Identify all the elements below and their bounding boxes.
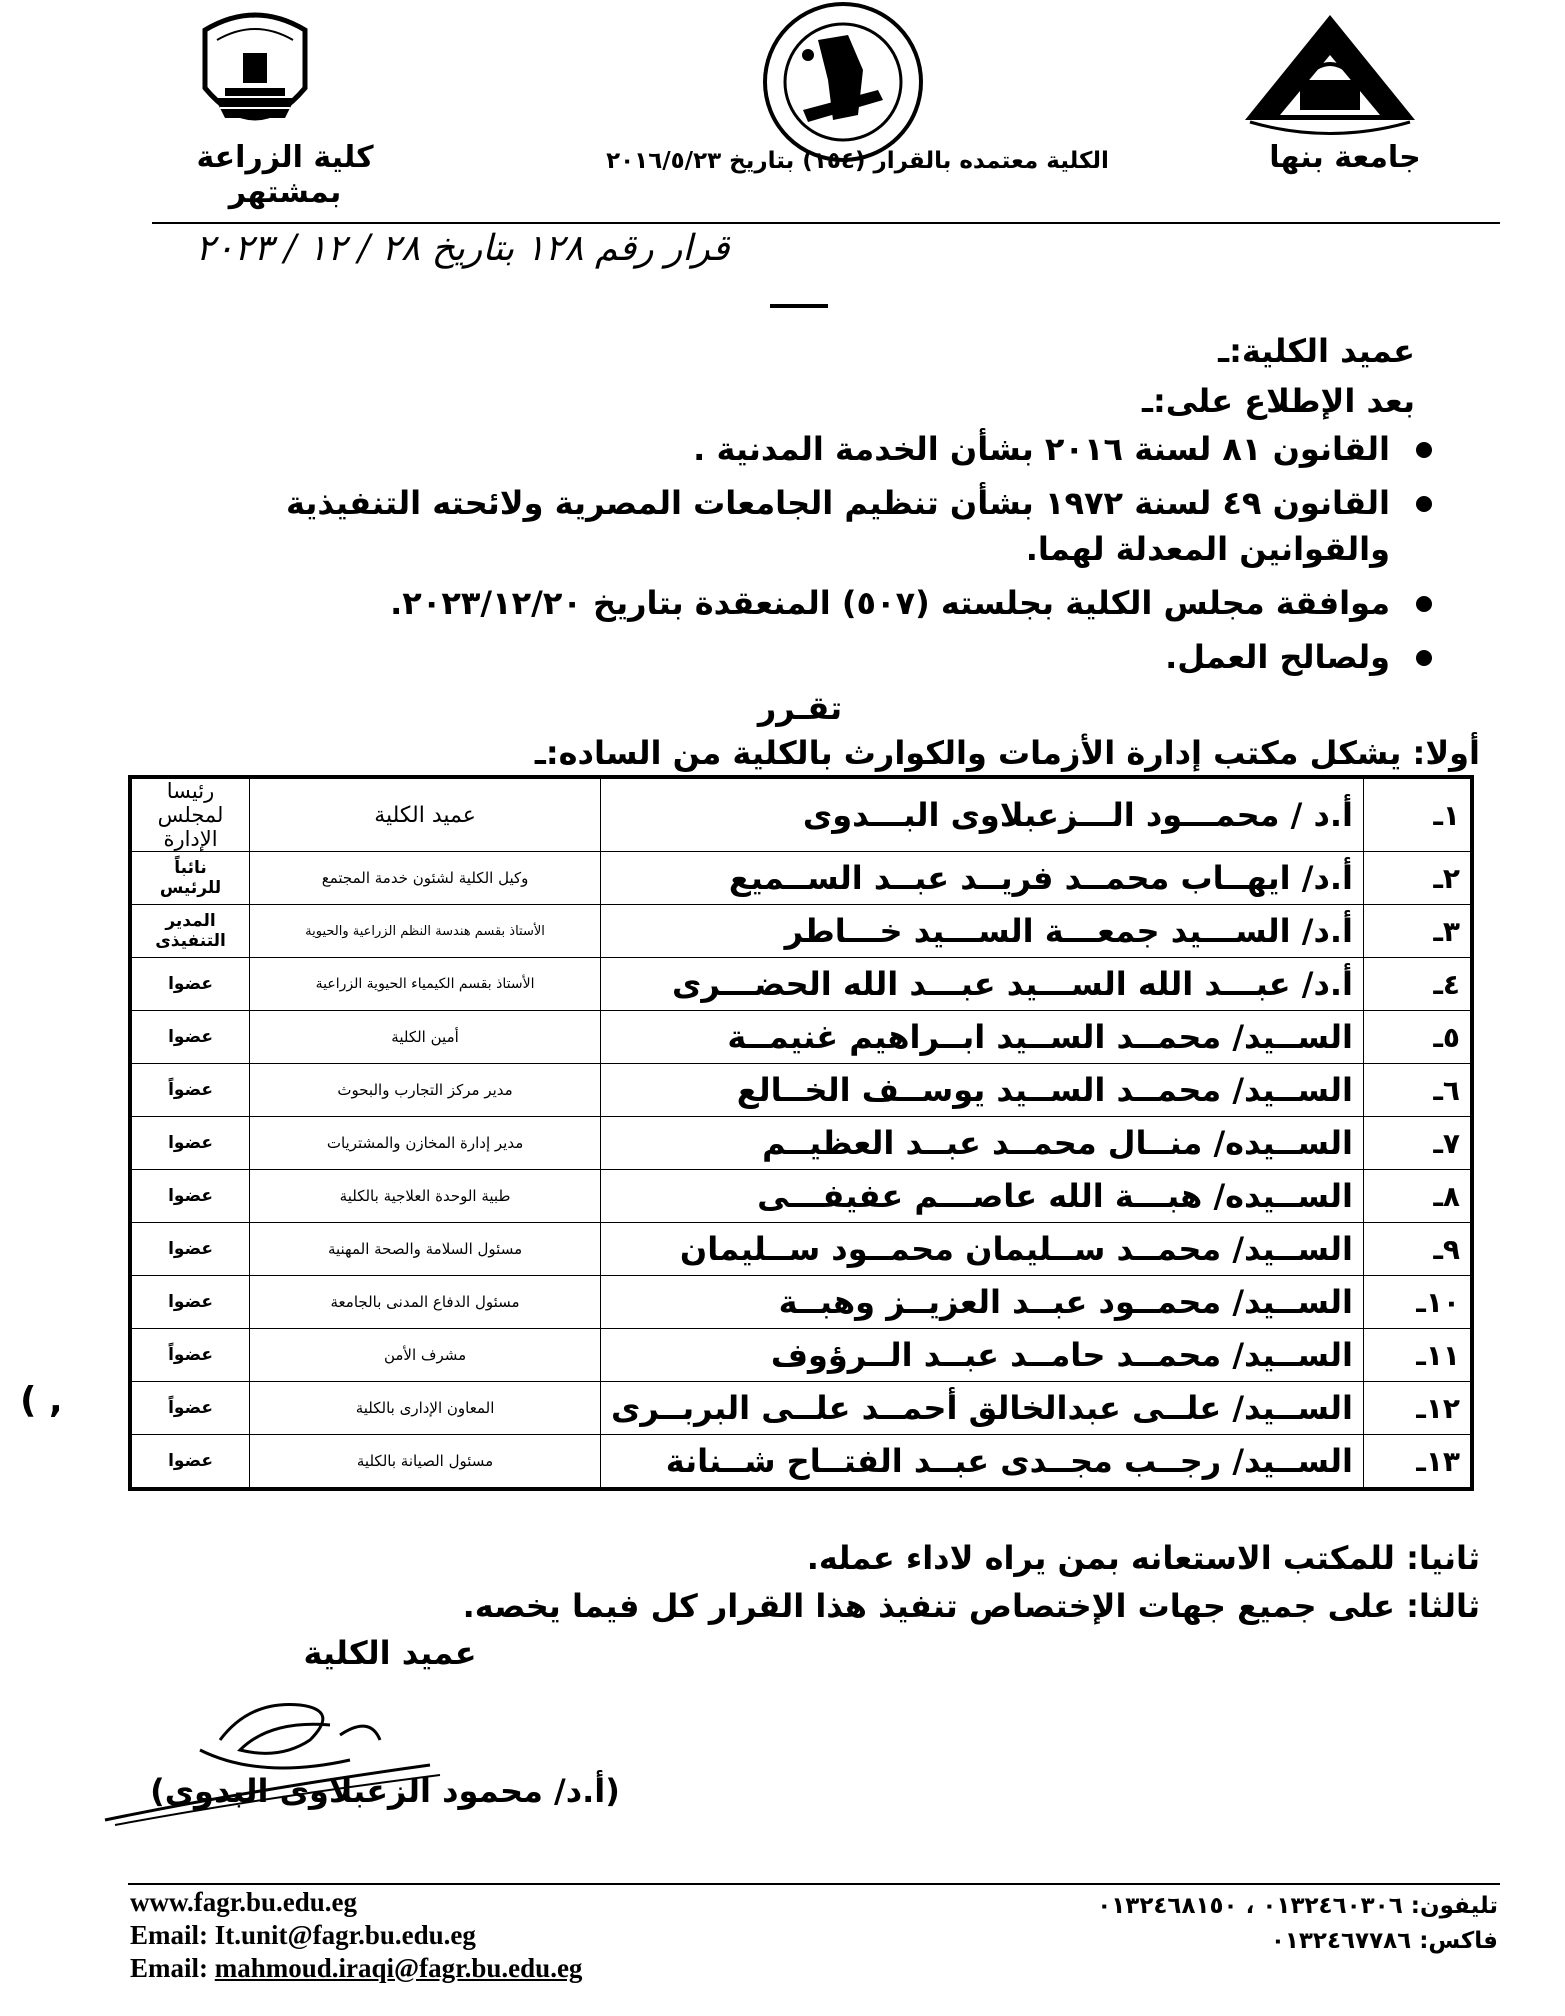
- member-position: عضواً: [130, 1329, 250, 1382]
- table-row: [130, 1170, 1472, 1223]
- footer-email-label: Email:: [130, 1953, 215, 1983]
- member-position: عضواً: [130, 1382, 250, 1435]
- member-role: عميد الكلية: [250, 777, 601, 852]
- member-position: عضوا: [130, 1435, 250, 1490]
- member-number: ٩ـ: [1364, 1223, 1473, 1276]
- footer-divider: [128, 1883, 1500, 1885]
- faculty-name: كلية الزراعة بمشتهر: [196, 140, 374, 210]
- member-name: الســيد/ محمــد ســليمان محمــود ســليمان: [601, 1223, 1364, 1276]
- member-position: المدير التنفيذى: [130, 905, 250, 958]
- table-row: [130, 1382, 1472, 1435]
- header-divider: [152, 222, 1500, 224]
- member-role: مشرف الأمن: [250, 1329, 601, 1382]
- member-name: الســيد/ محمــد الســيد يوســف الخــالع: [601, 1064, 1364, 1117]
- member-position: عضوا: [130, 958, 250, 1011]
- member-name: أ.د / محمـــود الـــزعبلاوى البـــدوى: [601, 777, 1364, 852]
- member-name: الســيد/ علــى عبدالخالق أحمــد علــى البربــرى: [601, 1382, 1364, 1435]
- margin-mark: ( ,: [20, 1380, 63, 1421]
- member-role: مدير إدارة المخازن والمشتريات: [250, 1117, 601, 1170]
- member-role: مدير مركز التجارب والبحوث: [250, 1064, 601, 1117]
- footer-email-mahmoud: [130, 1953, 582, 1984]
- preamble-item: ولصالح العمل.: [150, 634, 1438, 680]
- member-role: الأستاذ بقسم هندسة النظم الزراعية والحيوية: [250, 905, 601, 958]
- benha-university-logo: [1240, 10, 1420, 140]
- members-table: [128, 775, 1474, 1491]
- member-role: الأستاذ بقسم الكيمياء الحيوية الزراعية: [250, 958, 601, 1011]
- member-role: طبية الوحدة العلاجية بالكلية: [250, 1170, 601, 1223]
- naqaae-seal: [748, 0, 938, 170]
- member-name: الســيد/ محمــد حامــد عبــد الــرؤوف: [601, 1329, 1364, 1382]
- table-row: [130, 1223, 1472, 1276]
- member-name: أ.د/ ايهــاب محمــد فريــد عبــد الســميع: [601, 852, 1364, 905]
- member-role: مسئول الدفاع المدنى بالجامعة: [250, 1276, 601, 1329]
- decides-heading: تقـرر: [757, 689, 843, 727]
- member-number: ١١ـ: [1364, 1329, 1473, 1382]
- title-underline: [770, 304, 828, 308]
- table-row: [130, 777, 1472, 852]
- third-clause: ثالثا: على جميع جهات الإختصاص تنفيذ هذا القرار كل فيما يخصه.: [462, 1587, 1480, 1625]
- member-number: ١٠ـ: [1364, 1276, 1473, 1329]
- accreditation-note: الكلية معتمده بالقرار (١٥٤) بتاريخ ٢٠١٦/٥/٢٣: [606, 148, 1109, 174]
- footer-website: www.fagr.bu.edu.eg: [130, 1887, 358, 1917]
- member-position: عضوا: [130, 1117, 250, 1170]
- faculty-logo: [185, 8, 325, 148]
- member-number: ٦ـ: [1364, 1064, 1473, 1117]
- signature-title: عميد الكلية: [303, 1634, 477, 1672]
- member-number: ٥ـ: [1364, 1011, 1473, 1064]
- first-clause: أولا: يشكل مكتب إدارة الأزمات والكوارث بالكلية من الساده:ـ: [534, 734, 1480, 772]
- preamble-item: القانون ٤٩ لسنة ١٩٧٢ بشأن تنظيم الجامعات المصرية ولائحته التنفيذية والقوانين المعدلة لهما.: [150, 480, 1438, 572]
- member-position: عضوا: [130, 1170, 250, 1223]
- table-row: [130, 852, 1472, 905]
- footer-fax: فاكس: ٠١٣٢٤٦٧٧٨٦: [1270, 1928, 1498, 1954]
- member-name: أ.د/ الســـيد جمعـــة الســـيد خـــاطر: [601, 905, 1364, 958]
- university-name: جامعة بنها: [1269, 140, 1421, 175]
- after-review-heading: بعد الإطلاع على:ـ: [1142, 382, 1415, 420]
- dean-heading: عميد الكلية:ـ: [1218, 332, 1415, 370]
- footer-email-link[interactable]: mahmoud.iraqi@fagr.bu.edu.eg: [214, 1953, 583, 1983]
- member-position: رئيسا لمجلس الإدارة: [130, 777, 250, 852]
- table-row: [130, 958, 1472, 1011]
- member-number: ٧ـ: [1364, 1117, 1473, 1170]
- member-name: الســيد/ محمــد الســيد ابــراهيم غنيمــة: [601, 1011, 1364, 1064]
- member-role: وكيل الكلية لشئون خدمة المجتمع: [250, 852, 601, 905]
- member-position: نائباً للرئيس: [130, 852, 250, 905]
- member-role: مسئول الصيانة بالكلية: [250, 1435, 601, 1490]
- signatory-name: (أ.د/ محمود الزعبلاوى البدوى): [150, 1772, 620, 1810]
- member-position: عضواً: [130, 1064, 250, 1117]
- member-name: الســيده/ هبـــة الله عاصـــم عفيفـــى: [601, 1170, 1364, 1223]
- table-row: [130, 1276, 1472, 1329]
- preamble-item: القانون ٨١ لسنة ٢٠١٦ بشأن الخدمة المدنية .: [150, 426, 1438, 472]
- preamble-item: موافقة مجلس الكلية بجلسته (٥٠٧) المنعقدة بتاريخ ٢٠٢٣/١٢/٢٠.: [150, 580, 1438, 626]
- member-name: أ.د/ عبـــد الله الســـيد عبـــد الله الحضـــرى: [601, 958, 1364, 1011]
- member-role: المعاون الإدارى بالكلية: [250, 1382, 601, 1435]
- member-number: ٨ـ: [1364, 1170, 1473, 1223]
- footer-phone: تليفون: ٠١٣٢٤٦٠٣٠٦ ، ٠١٣٢٤٦٨١٥٠: [1097, 1893, 1498, 1919]
- table-row: [130, 1435, 1472, 1490]
- member-number: ١٢ـ: [1364, 1382, 1473, 1435]
- preamble-list: [150, 426, 1438, 680]
- second-clause: ثانيا: للمكتب الاستعانه بمن يراه لاداء عمله.: [806, 1539, 1480, 1577]
- member-position: عضوا: [130, 1011, 250, 1064]
- member-role: أمين الكلية: [250, 1011, 601, 1064]
- table-row: [130, 1064, 1472, 1117]
- member-number: ١ـ: [1364, 777, 1473, 852]
- member-role: مسئول السلامة والصحة المهنية: [250, 1223, 601, 1276]
- member-position: عضوا: [130, 1276, 250, 1329]
- table-row: [130, 1329, 1472, 1382]
- table-row: [130, 1117, 1472, 1170]
- member-name: الســيده/ منــال محمــد عبــد العظيــم: [601, 1117, 1364, 1170]
- member-number: ١٣ـ: [1364, 1435, 1473, 1490]
- member-name: الســيد/ رجــب مجــدى عبــد الفتــاح شــنانة: [601, 1435, 1364, 1490]
- table-row: [130, 905, 1472, 958]
- member-position: عضوا: [130, 1223, 250, 1276]
- member-number: ٤ـ: [1364, 958, 1473, 1011]
- footer-email-it: Email: It.unit@fagr.bu.edu.eg: [130, 1920, 476, 1950]
- member-number: ٢ـ: [1364, 852, 1473, 905]
- member-name: الســيد/ محمــود عبــد العزيــز وهبــة: [601, 1276, 1364, 1329]
- decree-number: قرار رقم ١٢٨ بتاريخ ٢٨ / ١٢ / ٢٠٢٣: [195, 228, 730, 269]
- member-number: ٣ـ: [1364, 905, 1473, 958]
- table-row: [130, 1011, 1472, 1064]
